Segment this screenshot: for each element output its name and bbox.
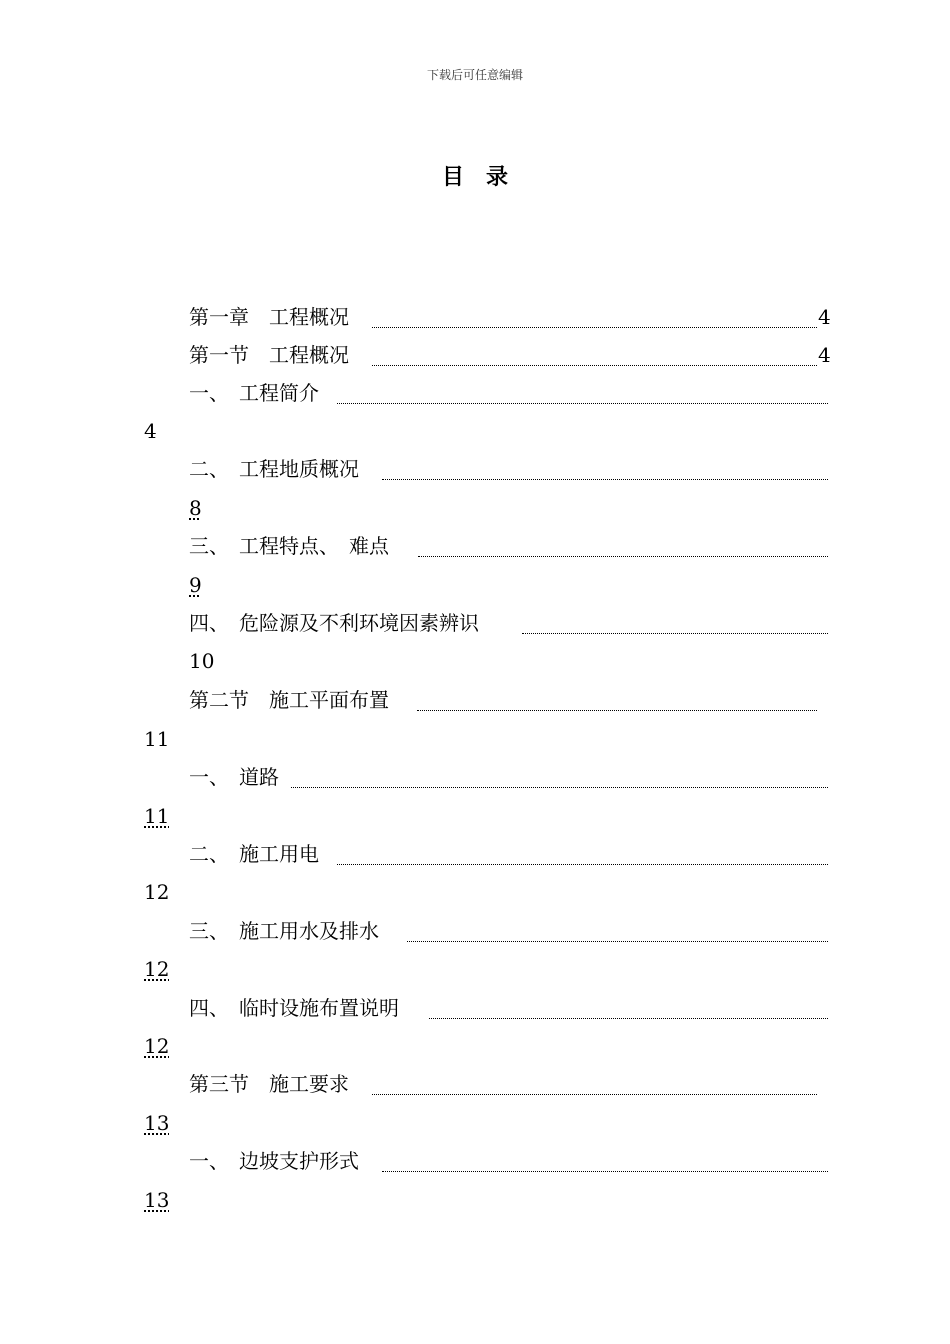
toc-entry-text: 第一节 工程概况 bbox=[189, 343, 349, 367]
toc-page-number: 9 bbox=[189, 573, 202, 597]
page-header: 下载后可任意编辑 bbox=[426, 68, 523, 82]
toc-entry-text: 四、 危险源及不利环境因素辨识 bbox=[189, 611, 479, 635]
toc-leader bbox=[522, 610, 828, 634]
title-char-2: 录 bbox=[486, 164, 509, 190]
toc-entry-text: 第三节 施工要求 bbox=[189, 1072, 349, 1096]
toc-page-number: 8 bbox=[189, 496, 202, 520]
toc-leader bbox=[407, 918, 828, 942]
toc-entry-text: 二、 施工用电 bbox=[189, 842, 319, 866]
toc-leader bbox=[337, 841, 828, 865]
toc-leader bbox=[429, 995, 828, 1019]
toc-entry-text: 一、 道路 bbox=[189, 765, 279, 789]
toc-entry-text: 一、 工程简介 bbox=[189, 381, 319, 405]
toc-leader bbox=[372, 1071, 817, 1095]
toc-page-number: 11 bbox=[144, 804, 170, 828]
toc-leader bbox=[372, 342, 817, 366]
toc-leader bbox=[417, 687, 817, 711]
toc-page-number: 11 bbox=[144, 727, 170, 751]
page-title bbox=[0, 160, 950, 191]
toc-entry-text: 一、 边坡支护形式 bbox=[189, 1149, 359, 1173]
toc-entry-text: 第二节 施工平面布置 bbox=[189, 688, 389, 712]
toc-leader bbox=[372, 304, 817, 328]
toc-page-number: 12 bbox=[144, 957, 170, 981]
toc-page-number: 13 bbox=[144, 1188, 170, 1212]
toc-entry-text: 四、 临时设施布置说明 bbox=[189, 996, 399, 1020]
toc-page-number: 13 bbox=[144, 1111, 170, 1135]
toc-entry-text: 第一章 工程概况 bbox=[189, 305, 349, 329]
toc-page-number: 4 bbox=[144, 419, 157, 443]
toc-leader bbox=[382, 456, 828, 480]
title-char-1: 目 bbox=[441, 164, 464, 190]
toc-entry-text: 二、 工程地质概况 bbox=[189, 457, 359, 481]
toc-leader bbox=[291, 764, 828, 788]
toc-page-number: 10 bbox=[189, 649, 215, 673]
toc-entry-text: 三、 施工用水及排水 bbox=[189, 919, 379, 943]
toc-page-number: 4 bbox=[818, 343, 831, 367]
toc-page-number: 12 bbox=[144, 880, 170, 904]
toc-leader bbox=[337, 380, 828, 404]
toc-leader bbox=[382, 1148, 828, 1172]
toc-page-number: 12 bbox=[144, 1034, 170, 1058]
toc-page-number: 4 bbox=[818, 305, 831, 329]
toc-entry-text: 三、 工程特点、 难点 bbox=[189, 534, 389, 558]
toc-leader bbox=[418, 533, 828, 557]
